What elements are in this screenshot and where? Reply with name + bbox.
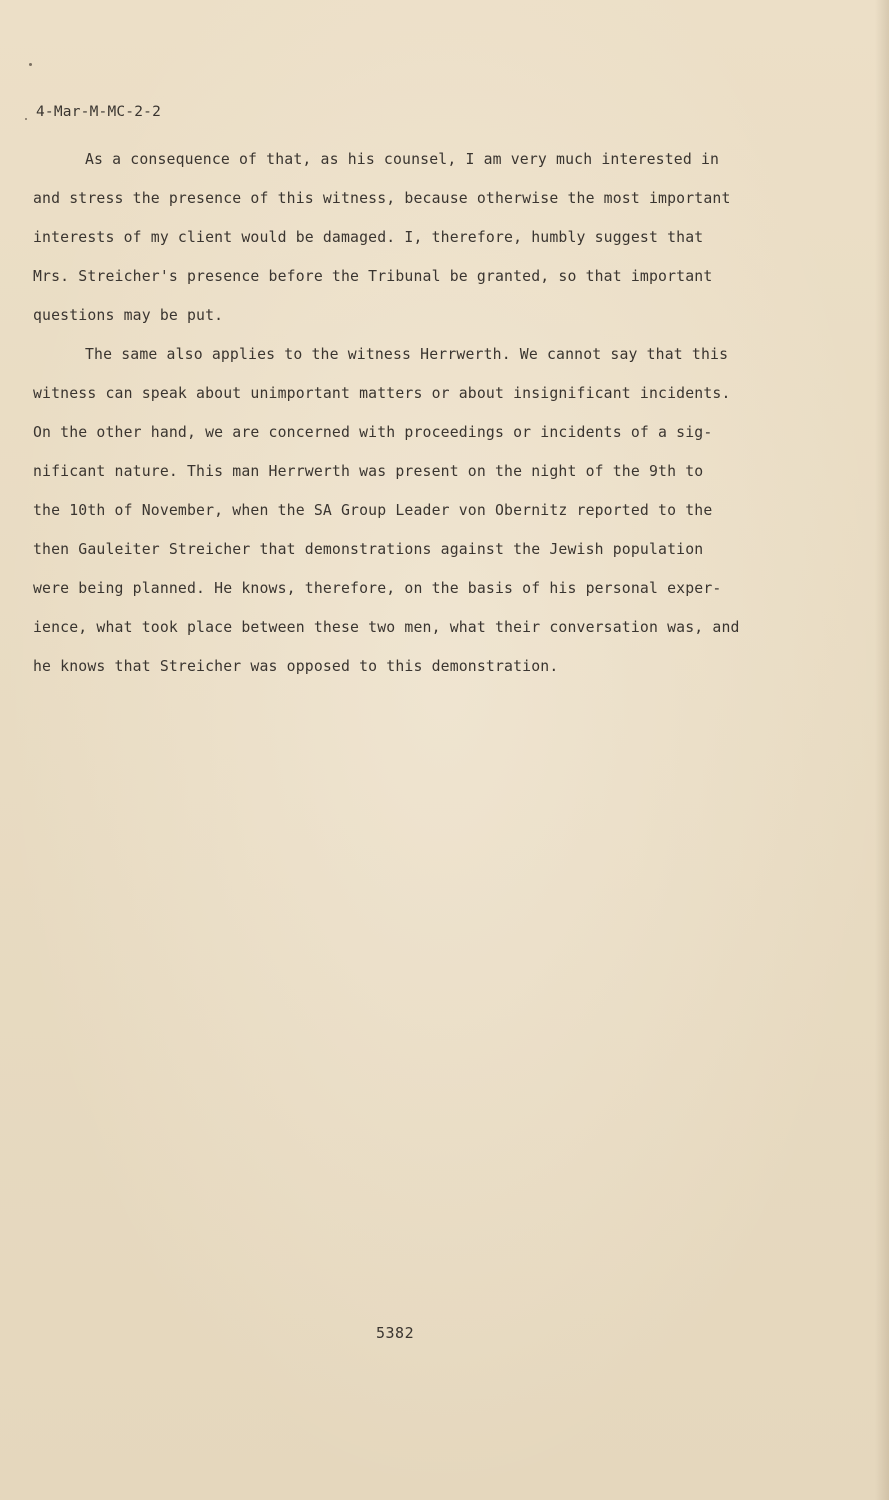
text-line: were being planned. He knows, therefore, on the basis of his personal exper-	[33, 580, 722, 597]
paragraph-1	[33, 140, 793, 335]
text-line: questions may be put.	[33, 307, 224, 324]
text-line: witness can speak about unimportant matters or about insignificant incidents.	[33, 385, 731, 402]
text-line: he knows that Streicher was opposed to this demonstration.	[33, 658, 559, 675]
ink-speck	[25, 118, 27, 120]
text-line: then Gauleiter Streicher that demonstrations against the Jewish population	[33, 541, 704, 558]
page-number: 5382	[376, 1324, 415, 1342]
text-line: interests of my client would be damaged. I, therefore, humbly suggest that	[33, 229, 704, 246]
text-line: the 10th of November, when the SA Group Leader von Obernitz reported to the	[33, 502, 713, 519]
text-line: On the other hand, we are concerned with proceedings or incidents of a sig-	[33, 424, 713, 441]
text-line: nificant nature. This man Herrwerth was present on the night of the 9th to	[33, 463, 704, 480]
text-line: Mrs. Streicher's presence before the Tribunal be granted, so that important	[33, 268, 713, 285]
document-header-id: 4-Mar-M-MC-2-2	[36, 104, 162, 120]
document-body	[33, 140, 793, 686]
text-line: and stress the presence of this witness, because otherwise the most important	[33, 190, 731, 207]
text-line: The same also applies to the witness Herrwerth. We cannot say that this	[85, 346, 729, 363]
text-line: As a consequence of that, as his counsel, I am very much interested in	[85, 151, 720, 168]
text-line: ience, what took place between these two men, what their conversation was, and	[33, 619, 740, 636]
paragraph-2	[33, 335, 793, 686]
ink-speck	[29, 63, 32, 66]
